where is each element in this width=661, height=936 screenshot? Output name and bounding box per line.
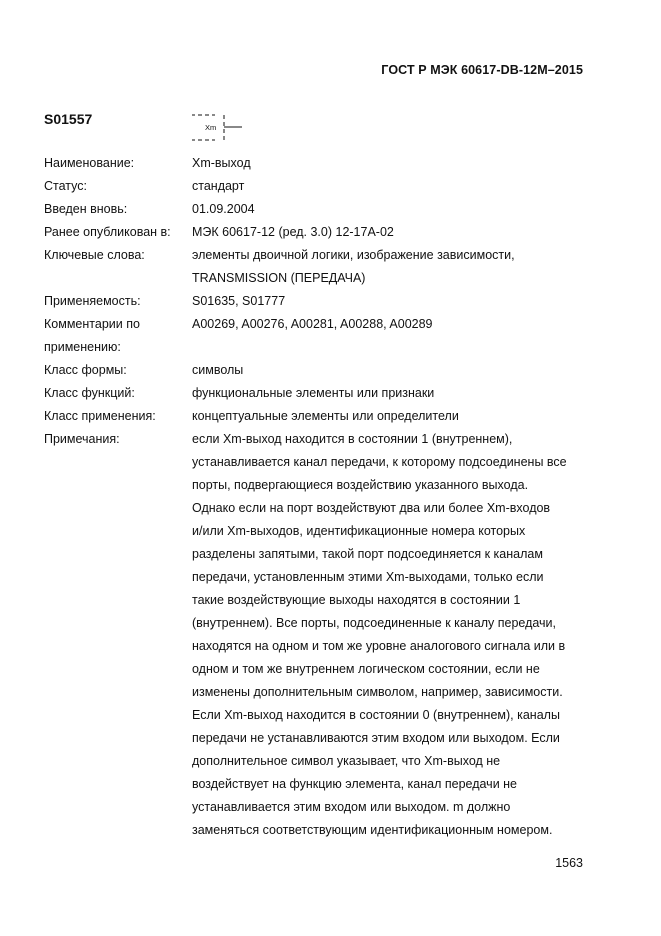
symbol-id: S01557 — [44, 111, 93, 127]
notes-line: порты, подвергающиеся воздействию указанного выхода. — [192, 478, 529, 492]
field-value: S01635, S01777 — [192, 294, 286, 308]
notes-line: изменены дополнительным символом, например, зависимости. — [192, 685, 563, 699]
field-label: Введен вновь: — [44, 202, 128, 216]
notes-line: передачи, установленным этими Xm-выходами, только если — [192, 570, 544, 584]
field-row — [44, 405, 604, 428]
field-value — [192, 244, 604, 290]
notes-line: разделены запятыми, такой порт подсоединяется к каналам — [192, 547, 543, 561]
field-label: Применяемость: — [44, 294, 141, 308]
notes-line: и/или Xm-выходов, идентификационные номера которых — [192, 524, 526, 538]
notes-line: Если Xm-выход находится в состоянии 0 (внутреннем), каналы — [192, 708, 560, 722]
field-row — [44, 290, 604, 313]
field-row — [44, 382, 604, 405]
field-label: Класс формы: — [44, 363, 127, 377]
field-label-line: применению: — [44, 340, 121, 354]
field-row — [44, 152, 604, 175]
field-value: МЭК 60617-12 (ред. 3.0) 12-17A-02 — [192, 225, 394, 239]
notes-line: находятся на одном и том же уровне аналогового сигнала или в — [192, 639, 566, 653]
field-value-line: элементы двоичной логики, изображение зависимости, — [192, 248, 515, 262]
notes-line: заменяться соответствующим идентификационным номером. — [192, 823, 553, 837]
notes-line: такие воздействующие выходы находятся в состоянии 1 — [192, 593, 521, 607]
field-label: Наименование: — [44, 156, 135, 170]
notes-line: устанавливается этим входом или выходом. m должно — [192, 800, 511, 814]
field-label: Ранее опубликован в: — [44, 225, 171, 239]
field-value: функциональные элементы или признаки — [192, 386, 435, 400]
field-value: 01.09.2004 — [192, 202, 255, 216]
symbol-graphic-label: Xm — [205, 123, 217, 132]
field-label: Класс применения: — [44, 409, 156, 423]
notes-line: дополнительное символ указывает, что Xm-выход не — [192, 754, 501, 768]
notes-line: передачи не устанавливаются этим входом или выходом. Если — [192, 731, 560, 745]
notes-text — [192, 428, 604, 842]
field-label: Статус: — [44, 179, 87, 193]
field-label — [44, 313, 192, 359]
field-value: Xm-выход — [192, 156, 251, 170]
notes-line: устанавливается канал передачи, к которому подсоединены все — [192, 455, 567, 469]
field-row — [44, 198, 604, 221]
field-value: концептуальные элементы или определители — [192, 409, 459, 423]
field-row — [44, 244, 604, 290]
notes-line: (внутреннем). Все порты, подсоединенные к каналу передачи, — [192, 616, 557, 630]
field-row — [44, 359, 604, 382]
field-label-line: Комментарии по — [44, 317, 140, 331]
page-number: 1563 — [555, 856, 583, 870]
field-row — [44, 221, 604, 244]
notes-line: воздействует на функцию элемента, канал передачи не — [192, 777, 518, 791]
notes-label: Примечания: — [44, 432, 120, 446]
xm-output-symbol — [191, 112, 243, 142]
field-label: Ключевые слова: — [44, 248, 145, 262]
field-value: стандарт — [192, 179, 245, 193]
field-row — [44, 175, 604, 198]
field-list — [44, 152, 604, 842]
field-label: Класс функций: — [44, 386, 135, 400]
field-value: A00269, A00276, A00281, A00288, A00289 — [192, 317, 433, 331]
document-header: ГОСТ Р МЭК 60617-DB-12M–2015 — [381, 63, 583, 77]
notes-row — [44, 428, 604, 842]
notes-line: одном и том же внутреннем логическом состоянии, если не — [192, 662, 540, 676]
field-value: символы — [192, 363, 244, 377]
notes-line: Однако если на порт воздействуют два или более Xm-входов — [192, 501, 551, 515]
field-value-line: TRANSMISSION (ПЕРЕДАЧА) — [192, 271, 366, 285]
field-row — [44, 313, 604, 359]
notes-line: если Xm-выход находится в состоянии 1 (внутреннем), — [192, 432, 513, 446]
